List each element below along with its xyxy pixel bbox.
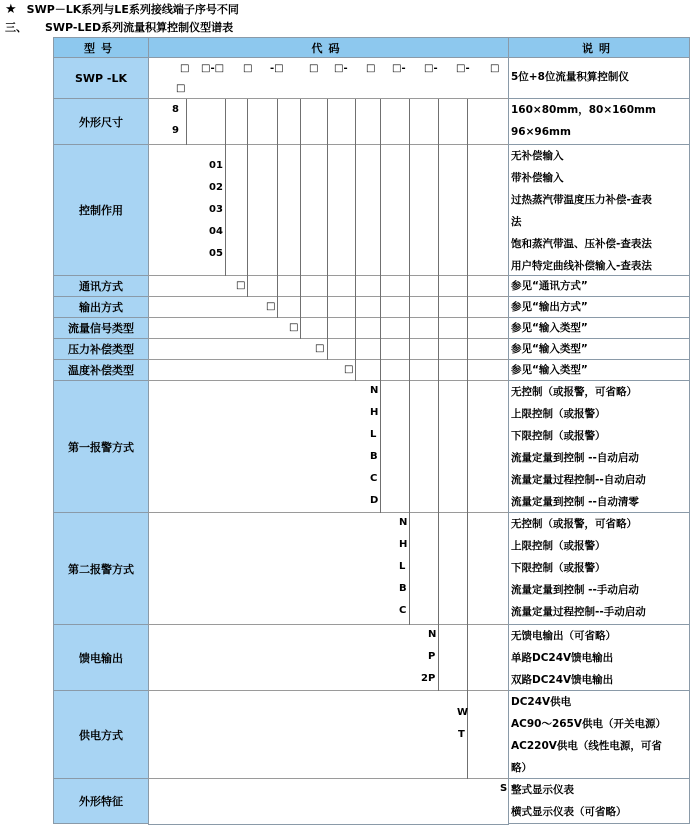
desc-pressure: 参见“输入类型” <box>508 338 690 360</box>
control-code-02: 02 <box>209 182 223 193</box>
feed-code-P: P <box>428 651 436 662</box>
desc-power: DC24V供电 AC90～265V供电（开关电源） AC220V供电（线性电源，可省 略） <box>508 690 690 779</box>
note-heading <box>5 1 239 17</box>
model-code-3: □ <box>243 63 253 74</box>
alarm2-code-B: B <box>399 583 407 594</box>
shape-code-S: S <box>500 783 508 794</box>
power-code-W: W <box>457 707 469 718</box>
model-code-4: -□ <box>270 63 284 74</box>
header-model: 型号 <box>53 37 149 58</box>
model-code-9: □- <box>424 63 438 74</box>
header-code: 代码 <box>148 37 509 58</box>
temperature-code-box: □ <box>344 364 354 375</box>
label-size: 外形尺寸 <box>53 98 149 145</box>
desc-feed: 无馈电输出（可省略） 单路DC24V馈电输出 双路DC24V馈电输出 <box>508 624 690 691</box>
desc-temperature: 参见“输入类型” <box>508 359 690 381</box>
control-code-01: 01 <box>209 160 223 171</box>
model-code-11: □ <box>490 63 500 74</box>
label-model: SWP -LK <box>53 57 149 99</box>
label-pressure: 压力补偿类型 <box>53 338 149 360</box>
alarm1-code-H: H <box>370 407 379 418</box>
model-code-2: □-□ <box>201 63 225 74</box>
alarm2-code-L: L <box>399 561 406 572</box>
header-desc: 说明 <box>508 37 690 58</box>
section-title: SWP-LED系列流量积算控制仪型谱表 <box>45 21 234 34</box>
model-code-12: □ <box>176 83 186 94</box>
desc-size: 160×80mm，80×160mm 96×96mm <box>508 98 690 145</box>
comm-code-box: □ <box>236 280 246 291</box>
label-alarm1: 第一报警方式 <box>53 380 149 513</box>
desc-alarm2: 无控制（或报警，可省略） 上限控制（或报警） 下限控制（或报警） 流量定量到控制 --手动启动 流量定量过程控制--手动启动 <box>508 512 690 625</box>
model-code-6: □- <box>334 63 348 74</box>
alarm1-code-B: B <box>370 451 378 462</box>
control-code-05: 05 <box>209 248 223 259</box>
label-temperature: 温度补偿类型 <box>53 359 149 381</box>
section-number: 三、 <box>5 21 27 34</box>
label-feed: 馈电输出 <box>53 624 149 691</box>
control-code-04: 04 <box>209 226 223 237</box>
label-flow-signal: 流量信号类型 <box>53 317 149 339</box>
code-column-frame <box>148 57 509 825</box>
label-output: 输出方式 <box>53 296 149 318</box>
desc-control: 无补偿输入 带补偿输入 过热蒸汽带温度压力补偿-查表 法 饱和蒸汽带温、压补偿-查表法 用户特定曲线补偿输入-查表法 <box>508 144 690 276</box>
control-code-03: 03 <box>209 204 223 215</box>
desc-shape: 整式显示仪表 横式显示仪表（可省略） <box>508 778 690 824</box>
alarm1-code-C: C <box>370 473 378 484</box>
desc-comm: 参见“通讯方式” <box>508 275 690 297</box>
note-text: SWP－LK系列与LE系列接线端子序号不同 <box>26 3 239 16</box>
output-code-box: □ <box>266 301 276 312</box>
feed-code-N: N <box>428 629 437 640</box>
model-code-1: □ <box>180 63 190 74</box>
alarm2-code-C: C <box>399 605 407 616</box>
size-code-8: 8 <box>172 104 179 115</box>
label-alarm2: 第二报警方式 <box>53 512 149 625</box>
alarm2-code-H: H <box>399 539 408 550</box>
alarm1-code-D: D <box>370 495 379 506</box>
alarm1-code-L: L <box>370 429 377 440</box>
feed-code-2P: 2P <box>421 673 436 684</box>
label-shape: 外形特征 <box>53 778 149 824</box>
desc-flow-signal: 参见“输入类型” <box>508 317 690 339</box>
alarm2-code-N: N <box>399 517 408 528</box>
pressure-code-box: □ <box>315 343 325 354</box>
power-code-T: T <box>458 729 465 740</box>
desc-alarm1: 无控制（或报警，可省略） 上限控制（或报警） 下限控制（或报警） 流量定量到控制 --自动启动 流量定量过程控制--自动启动 流量定量到控制 --自动清零 <box>508 380 690 513</box>
model-code-5: □ <box>309 63 319 74</box>
model-code-8: □- <box>392 63 406 74</box>
alarm1-code-N: N <box>370 385 379 396</box>
label-comm: 通讯方式 <box>53 275 149 297</box>
label-power: 供电方式 <box>53 690 149 779</box>
label-control: 控制作用 <box>53 144 149 276</box>
model-code-7: □ <box>366 63 376 74</box>
desc-output: 参见“输出方式” <box>508 296 690 318</box>
desc-model: 5位+8位流量积算控制仪 <box>508 57 690 99</box>
size-code-9: 9 <box>172 125 179 136</box>
star-icon: ★ <box>5 2 17 17</box>
section-heading <box>5 19 233 35</box>
model-code-10: □- <box>456 63 470 74</box>
flow-signal-code-box: □ <box>289 322 299 333</box>
